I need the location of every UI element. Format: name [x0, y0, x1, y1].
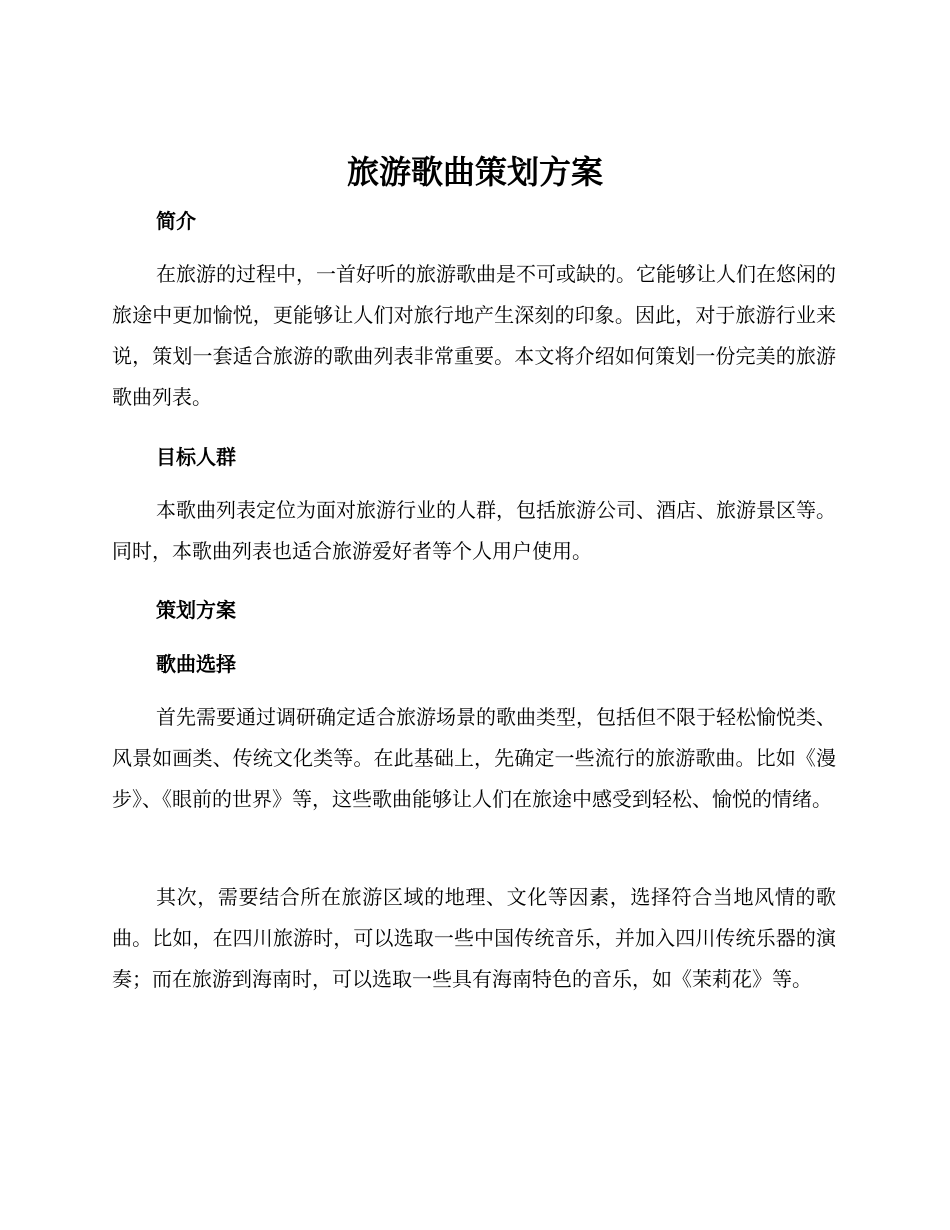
section-heading-song-selection: 歌曲选择 — [156, 652, 236, 676]
paragraph-intro: 在旅游的过程中，一首好听的旅游歌曲是不可或缺的。它能够让人们在悠闲的旅途中更加愉悦，更能够让人们对旅行地产生深刻的印象。因此，对于旅游行业来说，策划一套适合旅游的歌曲列表非常重要。本文将介绍如何策划一份完美的旅游歌曲列表。 — [112, 262, 836, 409]
section-heading-plan: 策划方案 — [156, 598, 236, 622]
section-heading-target-audience: 目标人群 — [156, 445, 236, 469]
paragraph-song-selection-2: 其次，需要结合所在旅游区域的地理、文化等因素，选择符合当地风情的歌曲。比如，在四川旅游时，可以选取一些中国传统音乐，并加入四川传统乐器的演奏；而在旅游到海南时，可以选取一些具有海南特色的音乐，如《茉莉花》等。 — [112, 885, 836, 991]
paragraph-target-audience: 本歌曲列表定位为面对旅游行业的人群，包括旅游公司、酒店、旅游景区等。同时，本歌曲列表也适合旅游爱好者等个人用户使用。 — [112, 498, 836, 563]
document-title: 旅游歌曲策划方案 — [346, 153, 603, 191]
section-heading-intro: 简介 — [156, 209, 196, 233]
paragraph-song-selection-1: 首先需要通过调研确定适合旅游场景的歌曲类型，包括但不限于轻松愉悦类、风景如画类、传统文化类等。在此基础上，先确定一些流行的旅游歌曲。比如《漫步》、《眼前的世界》等，这些歌曲能够让人们在旅途中感受到轻松、愉悦的情绪。 — [112, 705, 836, 811]
